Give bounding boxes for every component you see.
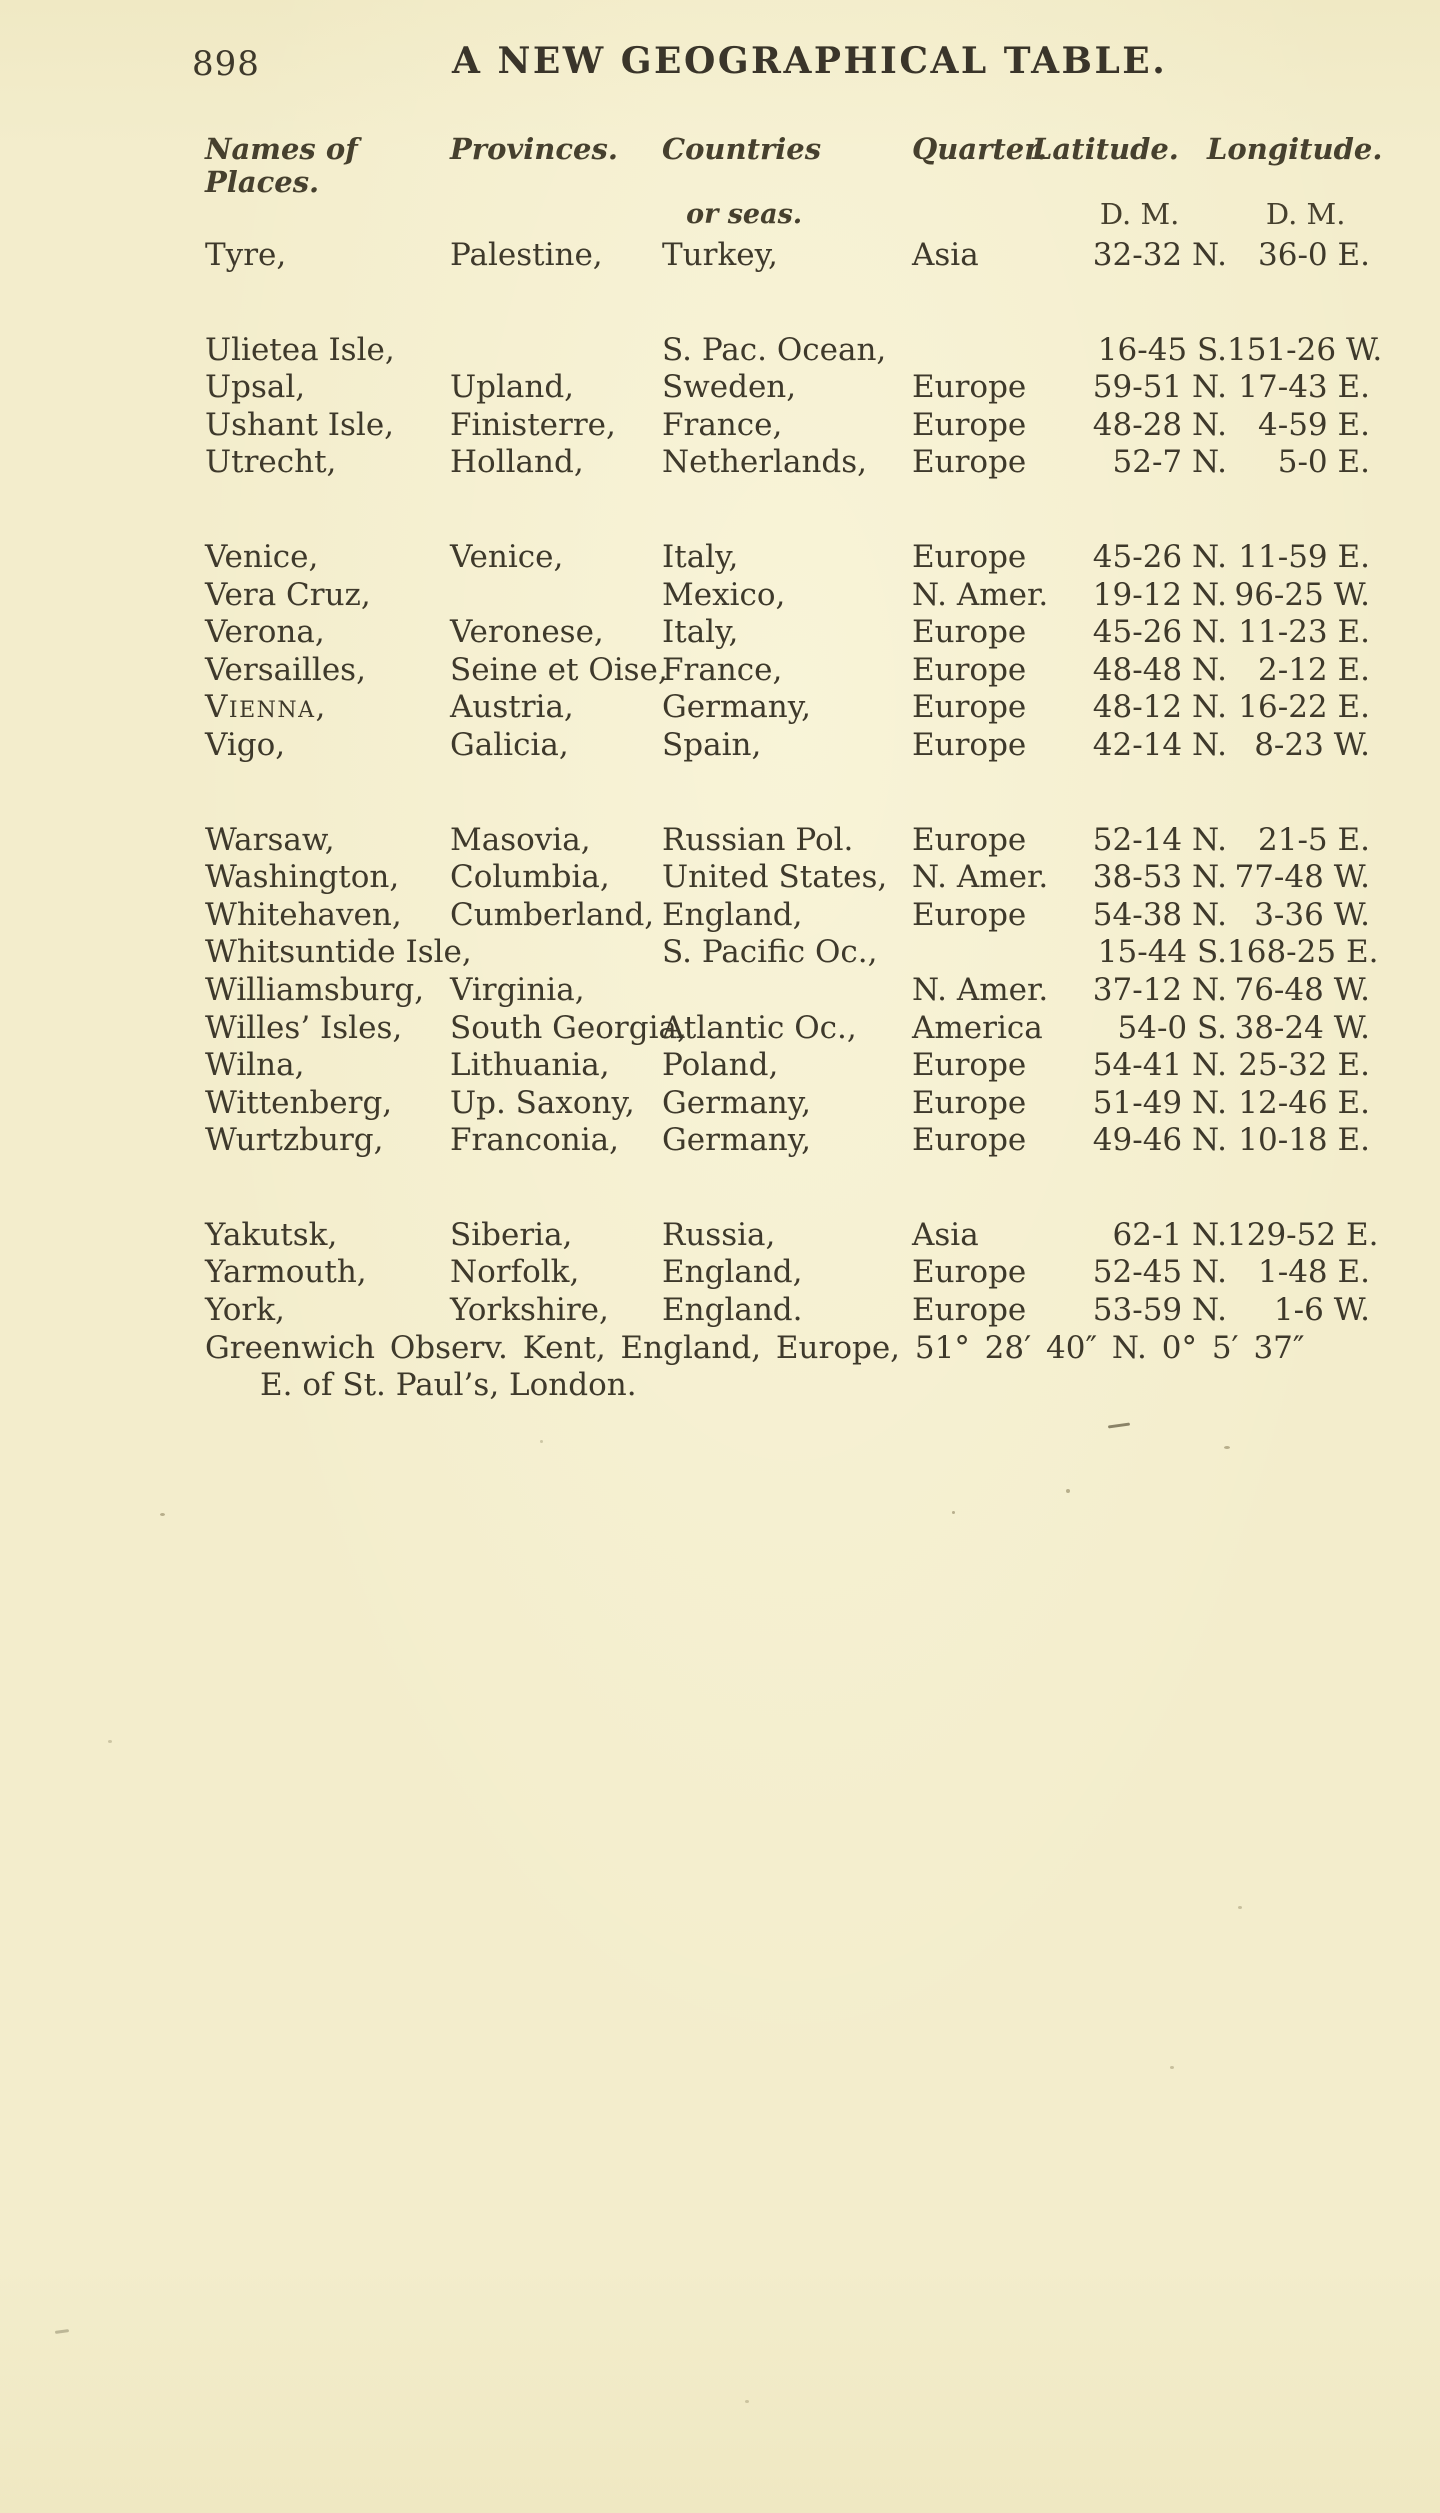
cell-country — [662, 972, 912, 1010]
cell-latitude: 52-45 N. — [1092, 1254, 1227, 1291]
table-row — [205, 577, 1385, 615]
header-or-seas: or seas. — [686, 199, 803, 230]
paper-speck — [1238, 1906, 1242, 1909]
cell-country: S. Pac. Ocean, — [662, 331, 887, 368]
cell-place-name: Vera Cruz, — [205, 576, 371, 613]
table-row — [205, 407, 1385, 445]
table-row — [205, 972, 1385, 1010]
cell-quarter: N. Amer. — [912, 859, 1049, 896]
cell-quarter: Europe — [912, 406, 1027, 443]
cell-place-name: Verona, — [205, 614, 325, 651]
cell-quarter: Europe — [912, 1292, 1027, 1329]
cell-latitude: 54-38 N. — [1092, 896, 1227, 933]
cell-country: United States, — [662, 859, 888, 896]
cell-country: Atlantic Oc., — [662, 1009, 857, 1046]
cell-country: France, — [662, 406, 783, 443]
table-row — [205, 1217, 1385, 1255]
cell-province: Lithuania, — [450, 1047, 610, 1084]
cell-longitude: 12-46 E. — [1238, 1084, 1370, 1121]
cell-province — [450, 332, 662, 370]
table-row — [205, 1047, 1385, 1085]
table-header-row — [205, 133, 1385, 199]
cell-quarter: Europe — [912, 1084, 1027, 1121]
cell-latitude: 51-49 N. — [1092, 1084, 1227, 1121]
table-header-row-2 — [205, 199, 1385, 230]
header-provinces: Provinces. — [450, 132, 618, 166]
table-row — [205, 689, 1385, 727]
header-spacer — [934, 199, 1053, 230]
header-longitude: Longitude. — [1207, 132, 1383, 166]
cell-latitude: 52-14 N. — [1092, 821, 1227, 858]
cell-quarter: Europe — [912, 896, 1027, 933]
paper-speck — [160, 1513, 165, 1516]
greenwich-note — [205, 1330, 1385, 1405]
cell-place-name: Vigo, — [205, 726, 286, 763]
cell-longitude: 129-52 E. — [1227, 1216, 1379, 1253]
paper-speck — [1066, 1489, 1070, 1493]
cell-latitude: 48-48 N. — [1092, 651, 1227, 688]
paper-speck — [1108, 1422, 1130, 1428]
cell-country: Netherlands, — [662, 444, 868, 481]
cell-country: Spain, — [662, 726, 762, 763]
table-row — [205, 369, 1385, 407]
cell-latitude: 37-12 N. — [1092, 971, 1227, 1008]
cell-country: Italy, — [662, 538, 739, 575]
cell-province: Virginia, — [450, 971, 585, 1008]
cell-province — [450, 577, 662, 615]
cell-quarter: Europe — [912, 726, 1027, 763]
cell-longitude: 1-6 W. — [1273, 1292, 1370, 1329]
cell-longitude: 168-25 E. — [1227, 934, 1379, 971]
table-row — [205, 1292, 1385, 1330]
cell-country: England. — [662, 1292, 803, 1329]
cell-country: England, — [662, 1254, 803, 1291]
table-row — [205, 1085, 1385, 1123]
cell-province: Siberia, — [450, 1216, 573, 1253]
table-row — [205, 1254, 1385, 1292]
table-row — [205, 822, 1385, 860]
cell-quarter: N. Amer. — [912, 576, 1049, 613]
cell-place-name: Washington, — [205, 859, 400, 896]
cell-province: Austria, — [450, 689, 574, 726]
cell-latitude: 54-41 N. — [1092, 1047, 1227, 1084]
cell-place-name: Wilna, — [205, 1047, 305, 1084]
cell-country: Sweden, — [662, 369, 797, 406]
cell-latitude: 62-1 N. — [1112, 1216, 1227, 1253]
cell-longitude: 77-48 W. — [1234, 859, 1370, 896]
header-quarter: Quarter. — [912, 132, 1047, 166]
cell-longitude: 21-5 E. — [1258, 821, 1370, 858]
cell-latitude: 45-26 N. — [1092, 614, 1227, 651]
cell-place-name: Versailles, — [205, 651, 366, 688]
cell-quarter: Europe — [912, 821, 1027, 858]
cell-latitude: 42-14 N. — [1092, 726, 1227, 763]
cell-quarter: Europe — [912, 369, 1027, 406]
cell-province: Yorkshire, — [450, 1292, 609, 1329]
cell-place-name: Ulietea Isle, — [205, 331, 395, 368]
cell-country: Italy, — [662, 614, 739, 651]
cell-latitude: 48-28 N. — [1092, 406, 1227, 443]
cell-place-name: Vienna, — [205, 689, 327, 726]
cell-longitude: 10-18 E. — [1238, 1122, 1370, 1159]
cell-place-name: Willes’ Isles, — [205, 1009, 403, 1046]
cell-latitude: 54-0 S. — [1117, 1009, 1227, 1046]
cell-country: Turkey, — [662, 237, 778, 273]
cell-place-name: Wurtzburg, — [205, 1122, 384, 1159]
cell-longitude: 8-23 W. — [1254, 726, 1370, 763]
geographical-table — [205, 133, 1385, 1405]
cell-longitude: 96-25 W. — [1234, 576, 1370, 613]
cell-country: France, — [662, 651, 783, 688]
cell-province: Masovia, — [450, 821, 591, 858]
cell-province: Galicia, — [450, 726, 569, 763]
table-row — [205, 1010, 1385, 1048]
paper-speck — [540, 1440, 543, 1443]
cell-place-name: Warsaw, — [205, 821, 335, 858]
cell-province: Palestine, — [450, 237, 603, 273]
cell-place-name: Whitehaven, — [205, 896, 402, 933]
cell-latitude: 45-26 N. — [1092, 538, 1227, 575]
cell-quarter: N. Amer. — [912, 971, 1049, 1008]
header-spacer — [205, 199, 448, 230]
table-row — [205, 237, 1385, 275]
cell-place-name: Yarmouth, — [205, 1254, 367, 1291]
greenwich-note-line-1: Greenwich Observ. Kent, England, Europe, 51° 28′ 40″ N. 0° 5′ 37″ — [205, 1329, 1305, 1366]
cell-longitude: 17-43 E. — [1238, 369, 1370, 406]
cell-province: Norfolk, — [450, 1254, 580, 1291]
cell-longitude: 25-32 E. — [1238, 1047, 1370, 1084]
cell-quarter: Europe — [912, 614, 1027, 651]
paper-speck — [108, 1740, 112, 1743]
cell-longitude: 76-48 W. — [1234, 971, 1370, 1008]
cell-country: Germany, — [662, 1084, 812, 1121]
cell-quarter — [912, 934, 1060, 972]
cell-latitude: 48-12 N. — [1092, 689, 1227, 726]
cell-latitude: 59-51 N. — [1092, 369, 1227, 406]
table-row — [205, 727, 1385, 765]
cell-longitude: 38-24 W. — [1234, 1009, 1370, 1046]
table-row — [205, 332, 1385, 370]
cell-province: Finisterre, — [450, 406, 616, 443]
cell-quarter: Europe — [912, 689, 1027, 726]
cell-quarter: Europe — [912, 651, 1027, 688]
cell-place-name: Whitsuntide Isle, — [205, 934, 472, 971]
paper-speck — [1224, 1446, 1230, 1449]
cell-latitude: 53-59 N. — [1092, 1292, 1227, 1329]
cell-province: Upland, — [450, 369, 575, 406]
header-names-of-places: Names of Places. — [205, 132, 358, 199]
cell-quarter: Asia — [912, 237, 979, 273]
cell-province: Cumberland, — [450, 896, 655, 933]
cell-longitude: 3-36 W. — [1254, 896, 1370, 933]
cell-place-name: Utrecht, — [205, 444, 337, 481]
cell-province: South Georgia, — [450, 1009, 687, 1046]
table-body — [205, 237, 1385, 1330]
header-latitude: Latitude. — [1032, 132, 1179, 166]
cell-province: Up. Saxony, — [450, 1084, 635, 1121]
cell-province: Seine et Oise, — [450, 651, 668, 688]
cell-latitude: 52-7 N. — [1112, 444, 1227, 481]
cell-longitude: 16-22 E. — [1238, 689, 1370, 726]
cell-longitude: 1-48 E. — [1258, 1254, 1370, 1291]
cell-longitude: 11-59 E. — [1238, 538, 1370, 575]
greenwich-note-line-2: E. of St. Paul’s, London. — [260, 1367, 637, 1404]
cell-longitude: 151-26 W. — [1227, 331, 1383, 368]
paper-speck — [745, 2400, 749, 2403]
cell-province: Columbia, — [450, 859, 610, 896]
cell-country: Russia, — [662, 1216, 776, 1253]
cell-latitude: 19-12 N. — [1092, 576, 1227, 613]
table-row — [205, 859, 1385, 897]
cell-quarter: Europe — [912, 1254, 1027, 1291]
cell-longitude: 2-12 E. — [1258, 651, 1370, 688]
cell-quarter: America — [912, 1009, 1043, 1046]
cell-place-name: Wittenberg, — [205, 1084, 393, 1121]
header-spacer — [448, 199, 658, 230]
paper-speck — [1170, 2066, 1174, 2069]
paper-speck — [952, 1511, 955, 1514]
header-longitude-dm: D. M. — [1265, 197, 1346, 231]
table-row — [205, 934, 1385, 972]
cell-place-name: Ushant Isle, — [205, 406, 395, 443]
cell-place-name: Williamsburg, — [205, 971, 425, 1008]
cell-province: Holland, — [450, 444, 584, 481]
cell-province — [450, 934, 662, 972]
cell-place-name: Tyre, — [205, 237, 287, 273]
table-row — [205, 652, 1385, 690]
cell-quarter: Europe — [912, 538, 1027, 575]
cell-country: Mexico, — [662, 576, 786, 613]
cell-place-name: Yakutsk, — [205, 1216, 338, 1253]
cell-longitude: 5-0 E. — [1277, 444, 1370, 481]
cell-latitude: 38-53 N. — [1092, 859, 1227, 896]
cell-country: Germany, — [662, 689, 812, 726]
cell-latitude: 16-45 S. — [1097, 331, 1227, 368]
cell-quarter: Europe — [912, 1047, 1027, 1084]
cell-province: Franconia, — [450, 1122, 620, 1159]
cell-quarter — [912, 332, 1060, 370]
cell-latitude: 15-44 S. — [1097, 934, 1227, 971]
page-header — [0, 40, 1440, 90]
cell-quarter: Asia — [912, 1216, 979, 1253]
header-countries: Countries — [662, 132, 822, 166]
table-row — [205, 539, 1385, 577]
cell-province: Veronese, — [450, 614, 604, 651]
header-latitude-dm: D. M. — [1099, 197, 1180, 231]
cell-country: Germany, — [662, 1122, 812, 1159]
cell-longitude: 11-23 E. — [1238, 614, 1370, 651]
cell-latitude: 32-32 N. — [1092, 237, 1227, 273]
cell-quarter: Europe — [912, 1122, 1027, 1159]
cell-country: England, — [662, 896, 803, 933]
table-row — [205, 897, 1385, 935]
cell-longitude: 36-0 E. — [1258, 237, 1370, 273]
cell-place-name: York, — [205, 1292, 285, 1329]
cell-place-name: Venice, — [205, 538, 319, 575]
table-row — [205, 444, 1385, 482]
cell-country: Russian Pol. — [662, 821, 854, 858]
cell-place-name: Upsal, — [205, 369, 306, 406]
table-row — [205, 614, 1385, 652]
cell-country: S. Pacific Oc., — [662, 934, 878, 971]
cell-latitude: 49-46 N. — [1092, 1122, 1227, 1159]
cell-longitude: 4-59 E. — [1258, 406, 1370, 443]
table-row — [205, 1122, 1385, 1160]
cell-quarter: Europe — [912, 444, 1027, 481]
paper-speck — [55, 2329, 69, 2334]
page-number: 898 — [192, 44, 260, 84]
cell-country: Poland, — [662, 1047, 779, 1084]
cell-province: Venice, — [450, 538, 564, 575]
page-title: A NEW GEOGRAPHICAL TABLE. — [452, 40, 1168, 82]
